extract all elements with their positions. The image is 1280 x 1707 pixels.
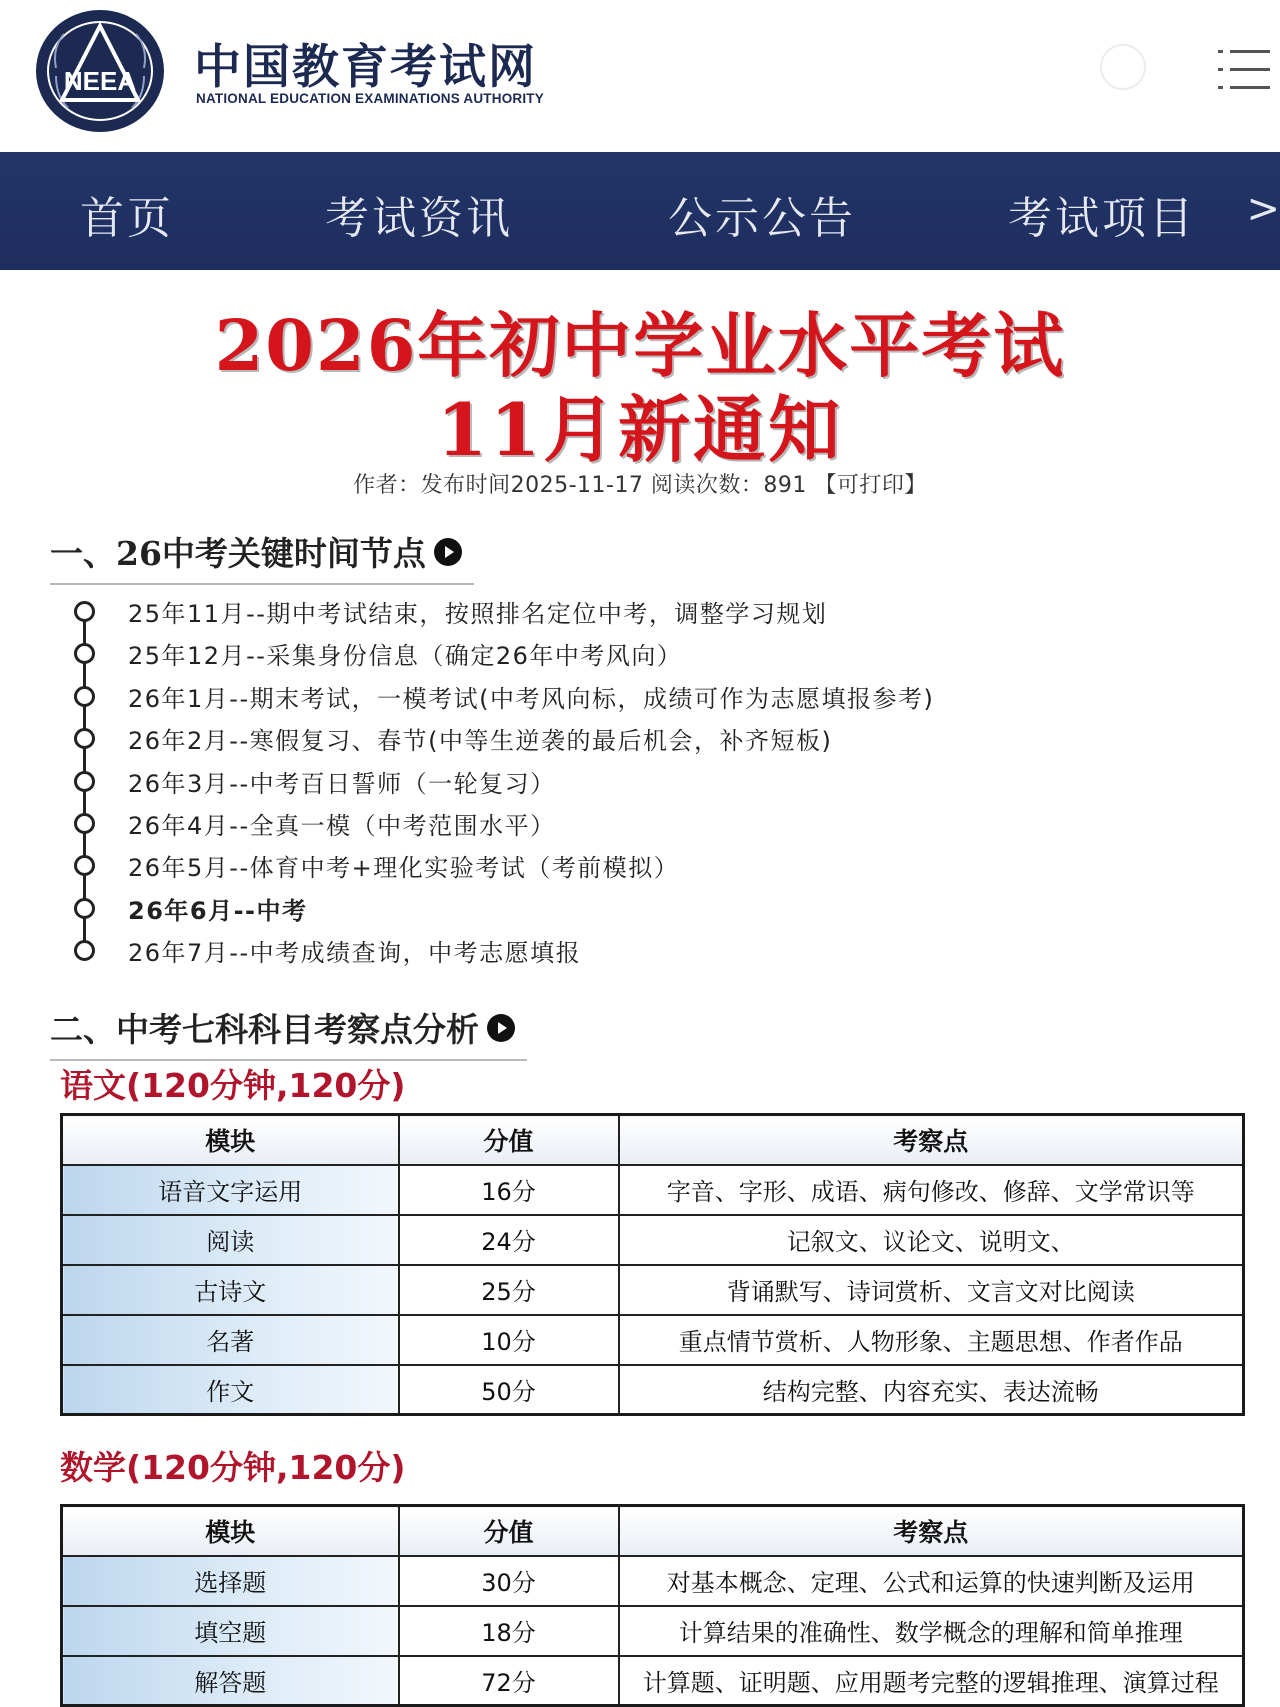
timeline-dot-icon: [74, 601, 95, 622]
column-header-points: 考察点: [619, 1506, 1244, 1556]
article-title-line2: 11月新通知: [436, 387, 844, 472]
cell-points: 结构完整、内容充实、表达流畅: [619, 1365, 1244, 1415]
timeline-item: [74, 675, 1174, 715]
table-row: [62, 1656, 1244, 1706]
nav-item-home[interactable]: 首页: [80, 193, 174, 244]
cell-score: 18分: [399, 1606, 619, 1656]
search-icon[interactable]: [1100, 44, 1146, 90]
play-icon[interactable]: [487, 1014, 515, 1042]
table-header-row: [62, 1506, 1244, 1556]
section-heading-text: 一、26中考关键时间节点: [50, 534, 426, 573]
math-table: [60, 1504, 1245, 1707]
timeline-text: 26年2月--寒假复习、春节(中等生逆袭的最后机会，补齐短板): [128, 727, 833, 755]
timeline-dot-icon: [74, 898, 95, 919]
timeline-item: [74, 929, 1174, 969]
timeline-text: 26年7月--中考成绩查询，中考志愿填报: [128, 939, 582, 967]
cell-module: 解答题: [62, 1656, 399, 1706]
cell-points: 记叙文、议论文、说明文、: [619, 1215, 1244, 1265]
table-row: [62, 1165, 1244, 1215]
nav-more-chevron-icon[interactable]: >: [1246, 186, 1280, 232]
cell-points: 对基本概念、定理、公式和运算的快速判断及运用: [619, 1556, 1244, 1606]
site-name-cn[interactable]: 中国教育考试网: [194, 40, 537, 95]
subject-heading-chinese: 语文(120分钟,120分): [60, 1066, 406, 1105]
nav-item-exam-news[interactable]: 考试资讯: [325, 193, 513, 244]
article-meta: 作者：发布时间2025-11-17 阅读次数：891 【可打印】: [353, 473, 927, 498]
cell-points: 计算结果的准确性、数学概念的理解和简单推理: [619, 1606, 1244, 1656]
timeline-text: 26年6月--中考: [128, 897, 308, 925]
timeline-text: 26年3月--中考百日誓师（一轮复习）: [128, 770, 556, 798]
timeline-text: 26年1月--期末考试，一模考试(中考风向标，成绩可作为志愿填报参考): [128, 685, 935, 713]
timeline-item: [74, 717, 1174, 757]
timeline-dot-icon: [74, 728, 95, 749]
site-header: [0, 0, 1280, 150]
table-row: [62, 1606, 1244, 1656]
timeline-item: [74, 844, 1174, 884]
column-header-score: 分值: [399, 1115, 619, 1165]
column-header-points: 考察点: [619, 1115, 1244, 1165]
cell-points: 背诵默写、诗词赏析、文言文对比阅读: [619, 1265, 1244, 1315]
timeline-item: [74, 802, 1174, 842]
section-heading-subjects: [50, 1004, 527, 1061]
timeline-item: [74, 632, 1174, 672]
timeline-dot-icon: [74, 643, 95, 664]
play-icon[interactable]: [434, 538, 462, 566]
timeline-text: 25年11月--期中考试结束，按照排名定位中考，调整学习规划: [128, 600, 828, 628]
timeline-text: 26年4月--全真一模（中考范围水平）: [128, 812, 556, 840]
svg-text:NEEA: NEEA: [63, 66, 137, 96]
chinese-table: [60, 1113, 1245, 1416]
cell-points: 字音、字形、成语、病句修改、修辞、文学常识等: [619, 1165, 1244, 1215]
timeline-text: 26年5月--体育中考+理化实验考试（考前模拟）: [128, 854, 680, 882]
cell-module: 选择题: [62, 1556, 399, 1606]
section-heading-text: 二、中考七科科目考察点分析: [50, 1010, 479, 1049]
article-title-line1: 2026年初中学业水平考试: [214, 304, 1066, 387]
table-row: [62, 1556, 1244, 1606]
section-heading-timeline: [50, 528, 474, 585]
cell-module: 古诗文: [62, 1265, 399, 1315]
timeline-item: [74, 590, 1174, 630]
subject-heading-math: 数学(120分钟,120分): [60, 1448, 406, 1487]
timeline-dot-icon: [74, 813, 95, 834]
table-header-row: [62, 1115, 1244, 1165]
cell-module: 填空题: [62, 1606, 399, 1656]
cell-module: 阅读: [62, 1215, 399, 1265]
menu-icon[interactable]: [1218, 44, 1274, 94]
cell-module: 语音文字运用: [62, 1165, 399, 1215]
main-nav: [0, 152, 1280, 270]
cell-points: 重点情节赏析、人物形象、主题思想、作者作品: [619, 1315, 1244, 1365]
table-row: [62, 1365, 1244, 1415]
cell-score: 50分: [399, 1365, 619, 1415]
cell-module: 名著: [62, 1315, 399, 1365]
cell-points: 计算题、证明题、应用题考完整的逻辑推理、演算过程: [619, 1656, 1244, 1706]
table-row: [62, 1215, 1244, 1265]
cell-score: 30分: [399, 1556, 619, 1606]
nav-item-exam-projects[interactable]: 考试项目: [1008, 193, 1196, 244]
site-name-en: NATIONAL EDUCATION EXAMINATIONS AUTHORITY: [196, 91, 544, 106]
cell-score: 25分: [399, 1265, 619, 1315]
column-header-module: 模块: [62, 1506, 399, 1556]
timeline-dot-icon: [74, 771, 95, 792]
table-row: [62, 1265, 1244, 1315]
cell-score: 72分: [399, 1656, 619, 1706]
nav-item-announcements[interactable]: 公示公告: [668, 193, 856, 244]
column-header-module: 模块: [62, 1115, 399, 1165]
timeline-item: [74, 760, 1174, 800]
timeline-text: 25年12月--采集身份信息（确定26年中考风向）: [128, 642, 683, 670]
column-header-score: 分值: [399, 1506, 619, 1556]
neea-logo-icon[interactable]: [34, 8, 166, 134]
timeline-dot-icon: [74, 855, 95, 876]
table-row: [62, 1315, 1244, 1365]
timeline-dot-icon: [74, 686, 95, 707]
cell-score: 10分: [399, 1315, 619, 1365]
timeline-item: [74, 887, 1174, 927]
cell-score: 24分: [399, 1215, 619, 1265]
timeline-dot-icon: [74, 940, 95, 961]
cell-score: 16分: [399, 1165, 619, 1215]
cell-module: 作文: [62, 1365, 399, 1415]
